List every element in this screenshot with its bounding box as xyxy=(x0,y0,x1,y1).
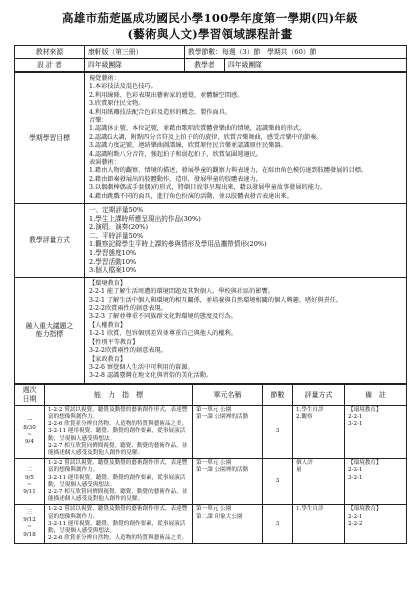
assessment-cell xyxy=(293,405,345,458)
assessment-line: 一、定期評量50% xyxy=(89,206,144,215)
indicator-line: 2-2-7 相互欣賞同儕間視覺、聽覺、動覺的藝術作品，並能描述個人感受及對他人創作的見解。 xyxy=(48,442,188,456)
issue-line: 2-2-2欣賞兩性的創意表現。 xyxy=(89,305,167,313)
note-line: 【環境教育】 xyxy=(348,406,382,413)
issue-line: 3-2-1 了解生活中個人與環境的相互關係，並培養與自然環境相關的個人興趣、嗜好與責任。 xyxy=(89,296,343,304)
indicators-cell xyxy=(45,405,193,458)
unit-cell xyxy=(193,405,263,458)
assessment-label: 教學評量方式 xyxy=(15,204,85,278)
objective-line: 視覺藝術： xyxy=(89,75,120,82)
objective-line: 3.欣賞原住民文物。 xyxy=(89,100,145,108)
table-row xyxy=(15,459,407,505)
issues-row xyxy=(15,277,407,383)
week-date: 9/12 ~ 9/18 xyxy=(23,517,36,538)
note-cell xyxy=(345,505,407,544)
unit-line: 第一單元 公園 xyxy=(196,406,232,413)
note-line: 2-2-1 xyxy=(348,413,363,420)
assessment-header: 評量方式 xyxy=(293,384,345,405)
issue-line: 3-2-8 認識臺灣在地文化與習俗的美化活動。 xyxy=(89,372,213,380)
indicators-cell xyxy=(45,505,193,544)
issue-line: 3-2-3 了解並尊重不同族群文化對環境的態度及行為。 xyxy=(89,313,237,321)
unit-line: 第一單元 公園 xyxy=(196,460,232,467)
week-number: 三 xyxy=(26,509,33,516)
objective-line: 音樂： xyxy=(89,117,108,125)
assessment-method: 1.學生自評 xyxy=(296,506,324,513)
assessment-line: 1.學習態度10% xyxy=(89,249,137,258)
note-line: 3-2-1 xyxy=(348,421,363,428)
title-line-1: 高雄市茄萣區成功國民小學100學年度第一學期(四)年級 xyxy=(62,11,358,25)
table-row xyxy=(15,505,407,544)
week-date-header: 週次 日期 xyxy=(15,384,45,405)
note-header: 備 註 xyxy=(345,384,407,405)
issue-line: 2-2-1 能了解生活周遭的環境問題及其對個人、學校與社區的影響。 xyxy=(89,288,275,296)
periods-cell: 3 xyxy=(263,505,293,544)
unit-cell xyxy=(193,459,263,505)
issue-line: 【環境教育】 xyxy=(89,279,127,287)
indicator-line: 3-2-11 運用視覺、聽覺、動覺的創作要素，從事展演活動，呈現個人感受與想法。 xyxy=(48,474,186,488)
indicator-line: 1-2-2 嘗試以視覺、聽覺及動覺的藝術創作形式，表達豐富的想像與創作力。 xyxy=(48,506,188,520)
assessment-line: 2.學習活動10% xyxy=(89,257,137,266)
periods-cell: 3 xyxy=(263,405,293,458)
unit-line: 第一課 公園裡的活動 xyxy=(196,467,249,474)
unit-line: 第一單元 公園 xyxy=(196,506,232,513)
assessment-cell xyxy=(293,459,345,505)
schedule-header-row xyxy=(15,384,407,405)
unit-header: 單元名稱 xyxy=(193,384,263,405)
objectives-label: 學期學習目標 xyxy=(15,73,85,204)
indicator-line: 3-2-11 運用視覺、聽覺、動覺的創作要素，從事展演活動，呈現個人感受與想法。 xyxy=(48,520,186,534)
teacher-value: 四年級團隊 xyxy=(225,59,407,72)
unit-line: 第一課 公園裡的活動 xyxy=(196,413,249,420)
assessment-row xyxy=(15,204,407,278)
periods-info: 教學節數：每週（3）節 學期共（60）節 xyxy=(185,46,407,59)
assessment-method: 量 xyxy=(296,467,302,474)
indicator-line: 2-2-7 相互欣賞同儕間視覺、聽覺、動覺的藝術作品，並能描述個人感受及對他人創作的見解。 xyxy=(48,488,188,503)
objective-line: 4.認識附點八分音符，強起拍子和弱起拍子，欣賞氣圍週邊民。 xyxy=(89,150,262,158)
periods-cell: 3 xyxy=(263,459,293,505)
week-cell xyxy=(15,405,45,458)
objective-line: 4.利用紙雕技法配合色彩及造形的概念、製作面具。 xyxy=(89,108,232,116)
title-line-2: (藝術與人文)學習領域課程計畫 xyxy=(127,27,293,41)
issue-line: 1-2-1 欣賞、包容個別差異並尊重自己與他人的權利。 xyxy=(89,330,237,338)
note-line: 2-2-1 xyxy=(348,467,363,474)
designer-label: 設 計 者 xyxy=(15,59,85,72)
header-row-material xyxy=(15,46,407,59)
issues-content xyxy=(85,277,407,383)
issue-line: 3-2-6 察覺個人生活中可利用的資源。 xyxy=(89,363,194,371)
assessment-line: 2.演唱、演奏(20%) xyxy=(89,223,149,232)
assessment-line: 1.觀察記錄學生平時上課的參與情形及學用品攜帶情形(20%) xyxy=(89,240,267,249)
assessment-method: 1.學生自評 xyxy=(296,406,324,413)
indicator-line: 3-2-11 運用視覺、聽覺、動覺的創作要素，從事展演活動，呈現個人感受與想法。 xyxy=(48,428,186,442)
objective-line: 3.認識力度記號，連結樂曲圖譜線，欣賞原住民音樂並認識原住民樂器。 xyxy=(89,142,287,150)
unit-line: 第二課 印象大公園 xyxy=(196,513,243,520)
note-line: 【環境教育】 xyxy=(348,460,382,467)
assessment-line: 1.學生上課時所應呈現出的作品(30%) xyxy=(89,214,201,223)
plan-header-table xyxy=(14,45,407,72)
teacher-label: 教學者 xyxy=(185,59,225,72)
indicators-header: 能 力 指 標 xyxy=(45,384,193,405)
plan-body-table xyxy=(14,72,407,384)
objective-line: 3.以偶劇棒偶或手套偶)的形式，將劇目故事呈現出來，藉以發展學童故事發展的能力。 xyxy=(89,184,327,192)
objective-line: 2.認識G大調，附點四分音符及上拍子的的旋律，欣賞音樂舞曲，感受音樂中的節奏。 xyxy=(89,133,323,141)
objective-line: 2.利用線條、色彩表現出藝術家的感覺、並體驗空間感。 xyxy=(89,91,244,99)
assessment-method: 個人評 xyxy=(296,460,313,467)
week-date: 8/30 ~ 9/4 xyxy=(23,424,36,446)
issue-line: 【家政教育】 xyxy=(89,355,127,363)
unit-cell xyxy=(193,505,263,544)
note-line: 3-2-1 xyxy=(348,474,363,481)
note-line: 2-2-1 xyxy=(348,513,363,520)
objective-line: 1.藉由人物的觀察、情境的描述，發展學童的觀察力與表達力，在綜由角色模仿達到肢體發展的目標。 xyxy=(89,167,368,175)
indicator-line: 1-2-2 嘗試以視覺、聽覺及動覺的藝術創作形式，表達豐富的想像與創作力。 xyxy=(48,460,188,474)
indicator-line: 2-2-6 欣賞並分辨自然物、人造物的特質與藝術品之美。 xyxy=(48,421,188,428)
document-title xyxy=(14,10,406,42)
issue-line: 【人權教育】 xyxy=(89,321,127,329)
objective-line: 4.藉由跳戲不同的面具，進行角色扮演的活動，並以肢體表發音表達出來。 xyxy=(89,192,293,200)
issues-label-line-1: 融入重大議題之 xyxy=(25,321,74,330)
week-date: 9/5 ~ 9/11 xyxy=(23,474,36,495)
week-number: 一 xyxy=(26,417,33,424)
material-label: 教材來源 xyxy=(15,46,85,59)
week-number: 二 xyxy=(26,467,33,474)
note-line: 2-2-2 xyxy=(348,520,363,527)
issues-label xyxy=(15,277,85,383)
indicator-line: 1-2-2 嘗試以視覺、聽覺及動覺的藝術創作形式，表達豐富的想像與創作力。 xyxy=(48,406,188,420)
note-cell xyxy=(345,459,407,505)
week-cell xyxy=(15,505,45,544)
objective-line: 1.認識休止號、本位記號，並藉由歌唱欣賞體會樂曲的情境，認識樂曲的形式。 xyxy=(89,125,306,133)
issue-line: 3-2-2欣賞兩性的創意表現。 xyxy=(89,347,167,355)
table-row xyxy=(15,405,407,458)
material-value: 康軒版（第三冊） xyxy=(85,46,185,59)
designer-value: 四年級團隊 xyxy=(85,59,185,72)
note-line: 【環境教育】 xyxy=(348,506,382,513)
note-cell xyxy=(345,405,407,458)
assessment-line: 3.個人檔案10% xyxy=(89,266,137,275)
indicator-line: 2-2-6 欣賞並分辨自然物、人造物的特質與藝術品之美。 xyxy=(48,535,188,542)
assessment-cell xyxy=(293,505,345,544)
objective-line: 1.本彩技法及混色技巧。 xyxy=(89,83,157,91)
header-row-designer xyxy=(15,59,407,72)
schedule-table xyxy=(14,384,407,545)
issue-line: 【性別平等教育】 xyxy=(89,338,139,346)
objective-line: 2.藉由節奏發展出的肢體動作、造形，發展學童的肢體表達力。 xyxy=(89,175,262,183)
periods-header: 節數 xyxy=(263,384,293,405)
assessment-content xyxy=(85,204,407,278)
issues-label-line-2: 能力指標 xyxy=(35,330,64,339)
objectives-content xyxy=(85,73,407,204)
assessment-method: 2.觀察 xyxy=(296,413,313,420)
objectives-row xyxy=(15,73,407,204)
assessment-line: 二、平時評量50% xyxy=(89,231,144,240)
objective-line: 表演藝術： xyxy=(89,159,120,167)
week-cell xyxy=(15,459,45,505)
indicators-cell xyxy=(45,459,193,505)
